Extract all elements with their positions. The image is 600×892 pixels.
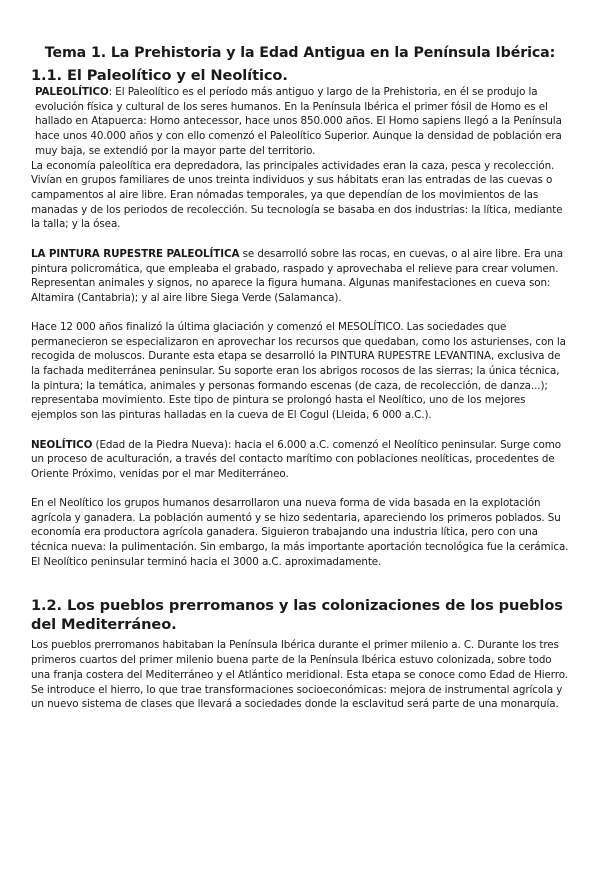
section-heading-pueblos-prerromanos: 1.2. Los pueblos prerromanos y las colonizaciones de los pueblos del Mediterráneo. — [31, 597, 563, 634]
paragraph-paleolitico — [31, 85, 569, 159]
section-heading-paleolitico-neolitico: 1.1. El Paleolítico y el Neolítico. — [31, 67, 288, 84]
paragraph-neolitico — [31, 438, 569, 482]
term-neolitico: NEOLÍTICO — [31, 438, 93, 451]
paragraph-text: se desarrolló sobre las rocas, en cuevas, o al aire libre. Era una pintura policromática, que empleaba el grabado, raspado y aprovechaba el relieve para crear volumen. Representan animales y signos, no aparece la figura humana. Algunas manifestaciones en cueva son: Altamira (Cantabria); y al aire libre Siega Verde (Salamanca). — [31, 248, 564, 305]
paragraph-pueblos-prerromanos: Los pueblos prerromanos habitaban la Península Ibérica durante el primer milenio a. C. Durante los tres primeros cuartos del primer milenio buena parte de la Península Ibérica estuvo colonizada, sobre todo una franja costera del Mediterráneo y el Atlántico meridional. Esta etapa se conoce como Edad de Hierro. Se introduce el hierro, lo que trae transformaciones socioeconómicas: mejora de instrumental agrícola y un nuevo sistema de clases que llevará a sociedades donde la esclavitud será parte de una monarquía. — [31, 639, 568, 711]
paragraph-vida-neolitica: En el Neolítico los grupos humanos desarrollaron una nueva forma de vida basada en la explotación agrícola y ganadera. La población aumentó y se hizo sedentaria, apareciendo los primeros poblados. Su economía era productora agrícola ganadera. Siguieron trabajando una industria lítica, pero con una técnica nueva: la pulimentación. Sin embargo, la más importante aportación tecnológica fue la cerámica. El Neolítico peninsular terminó hacia el 3000 a.C. aproximadamente. — [31, 496, 569, 568]
paragraph-mesolitico: Hace 12 000 años finalizó la última glaciación y comenzó el MESOLÍTICO. Las sociedades que permanecieron se especializaron en aprovechar los recursos que quedaban, como los asturienses, con la recogida de moluscos. Durante esta etapa se desarrolló la PINTURA RUPESTRE LEVANTINA, exclusiva de la fachada mediterránea peninsular. Su soporte eran los abrigos rocosos de las sierras; la única técnica, la pintura; la temática, animales y personas formando escenas (de caza, de recolección, de danza...); representaba movimiento. Este tipo de pintura se prolongó hasta el Neolítico, uno de los mejores ejemplos son las pinturas halladas en la cueva de El Cogul (Lleida, 6 000 a.C.). — [31, 320, 566, 422]
term-paleolitico: PALEOLÍTICO — [35, 86, 109, 98]
document-title: Tema 1. La Prehistoria y la Edad Antigua en la Península Ibérica: — [44, 45, 556, 61]
paragraph-economia-paleolitica: La economía paleolítica era depredadora, las principales actividades eran la caza, pesca y recolección. Vivían en grupos familiares de unos treinta individuos y sus hábitats eran las entradas de las cuevas o campamentos al aire libre. Eran nómadas temporales, ya que dependían de los movimientos de las manadas y de los periodos de recolección. Su tecnología se basaba en dos industrias: la lítica, mediante la talla; y la ósea. — [31, 159, 563, 231]
term-pintura-rupestre-paleolitica: LA PINTURA RUPESTRE PALEOLÍTICA — [31, 248, 240, 261]
document-page — [0, 44, 600, 892]
paragraph-text: : El Paleolítico es el período más antiguo y largo de la Prehistoria, en él se produjo la evolución física y cultural de los seres humanos. En la Península Ibérica el primer fósil de Homo es el hallado en Atapuerca: Homo antecessor, hace unos 850.000 años. El Homo sapiens llegó a la Península hace unos 40.000 años y con ello comenzó el Paleolítico Superior. Aunque la densidad de población era muy baja, se extendió por la mayor parte del territorio. — [35, 86, 562, 157]
paragraph-pintura-paleolitica — [31, 247, 569, 306]
paragraph-text: (Edad de la Piedra Nueva): hacia el 6.000 a.C. comenzó el Neolítico peninsular. Surge como un proceso de aculturación, a través del contacto marítimo con poblaciones neolíticas, procedentes de Oriente Próximo, venidas por el mar Mediterráneo. — [31, 438, 561, 481]
